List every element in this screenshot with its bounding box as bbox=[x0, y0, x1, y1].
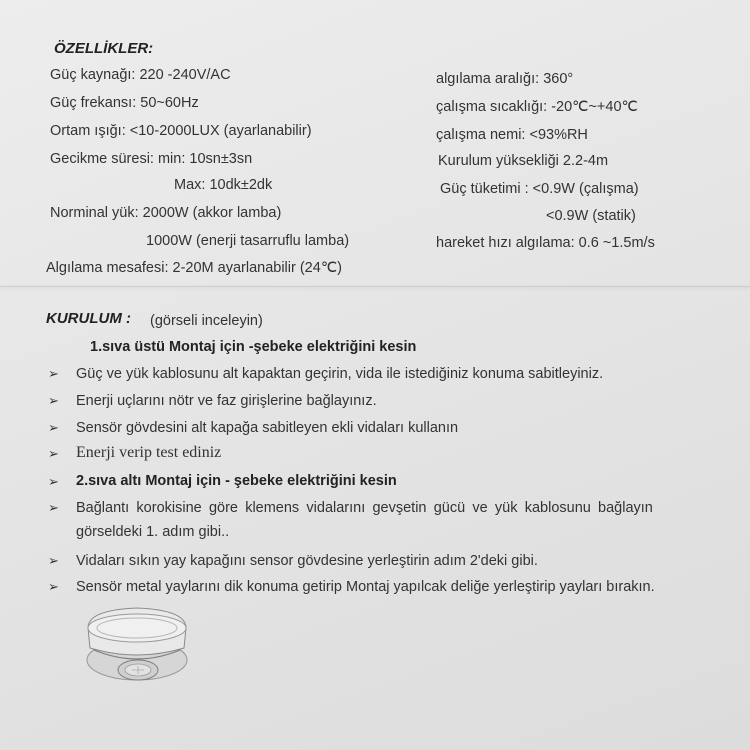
step2-item-3: Sensör metal yaylarını dik konuma getirip Montaj yapılcak deliğe yerleştirip yayları bırakın. bbox=[76, 579, 655, 595]
spec-power-consumption-static: <0.9W (statik) bbox=[546, 208, 636, 224]
spec-motion-speed: hareket hızı algılama: 0.6 ~1.5m/s bbox=[436, 235, 655, 251]
step1-item-1: Güç ve yük kablosunu alt kapaktan geçirin, vida ile istediğiniz konuma sabitleyiniz. bbox=[76, 366, 604, 382]
bullet-arrow-icon: ➢ bbox=[48, 553, 59, 568]
bullet-arrow-icon: ➢ bbox=[48, 420, 59, 435]
spec-working-temp: çalışma sıcaklığı: -20℃~+40℃ bbox=[436, 99, 638, 115]
bullet-arrow-icon: ➢ bbox=[48, 366, 59, 381]
spec-detection-range: algılama aralığı: 360° bbox=[436, 71, 574, 87]
step1-title: 1.sıva üstü Montaj için -şebeke elektriğini kesin bbox=[90, 339, 417, 355]
bullet-arrow-icon: ➢ bbox=[48, 474, 59, 489]
installation-heading: KURULUM : bbox=[46, 310, 131, 327]
features-heading: ÖZELLİKLER: bbox=[54, 40, 154, 57]
step2-item-2: Vidaları sıkın yay kapağını sensor gövdesine yerleştirin adım 2'deki gibi. bbox=[76, 553, 538, 569]
motion-sensor-illustration bbox=[80, 598, 195, 688]
spec-delay-min: Gecikme süresi: min: 10sn±3sn bbox=[50, 151, 253, 167]
paper-fold bbox=[0, 286, 750, 287]
spec-working-humidity: çalışma nemi: <93%RH bbox=[436, 127, 588, 143]
bullet-arrow-icon: ➢ bbox=[48, 579, 59, 594]
bullet-arrow-icon: ➢ bbox=[48, 500, 59, 515]
spec-nominal-load: Norminal yük: 2000W (akkor lamba) bbox=[50, 205, 282, 221]
step2-item-1-cont: görseldeki 1. adım gibi.. bbox=[76, 524, 230, 540]
spec-power-frequency: Güç frekansı: 50~60Hz bbox=[50, 95, 199, 111]
step1-item-2: Enerji uçlarını nötr ve faz girişlerine bağlayınız. bbox=[76, 393, 377, 409]
spec-ambient-light: Ortam ışığı: <10-2000LUX (ayarlanabilir) bbox=[50, 123, 312, 139]
step1-item-4: Enerji verip test ediniz bbox=[76, 444, 222, 461]
spec-nominal-load-saver: 1000W (enerji tasarruflu lamba) bbox=[146, 233, 350, 249]
spec-install-height: Kurulum yüksekliği 2.2-4m bbox=[438, 153, 609, 169]
spec-power-supply: Güç kaynağı: 220 -240V/AC bbox=[50, 67, 231, 83]
spec-power-consumption-working: Güç tüketimi : <0.9W (çalışma) bbox=[440, 181, 639, 197]
spec-detection-distance: Algılama mesafesi: 2-20M ayarlanabilir (24℃) bbox=[46, 260, 342, 276]
spec-delay-max: Max: 10dk±2dk bbox=[174, 177, 273, 193]
bullet-arrow-icon: ➢ bbox=[48, 446, 59, 461]
step2-title: 2.sıva altı Montaj için - şebeke elektriğini kesin bbox=[76, 473, 397, 489]
step2-item-1: Bağlantı korokisine göre klemens vidalarını gevşetin gücü ve yük kablosunu bağlayın bbox=[76, 500, 653, 516]
bullet-arrow-icon: ➢ bbox=[48, 393, 59, 408]
installation-note: (görseli inceleyin) bbox=[150, 313, 263, 329]
step1-item-3: Sensör gövdesini alt kapağa sabitleyen ekli vidaları kullanın bbox=[76, 420, 459, 436]
